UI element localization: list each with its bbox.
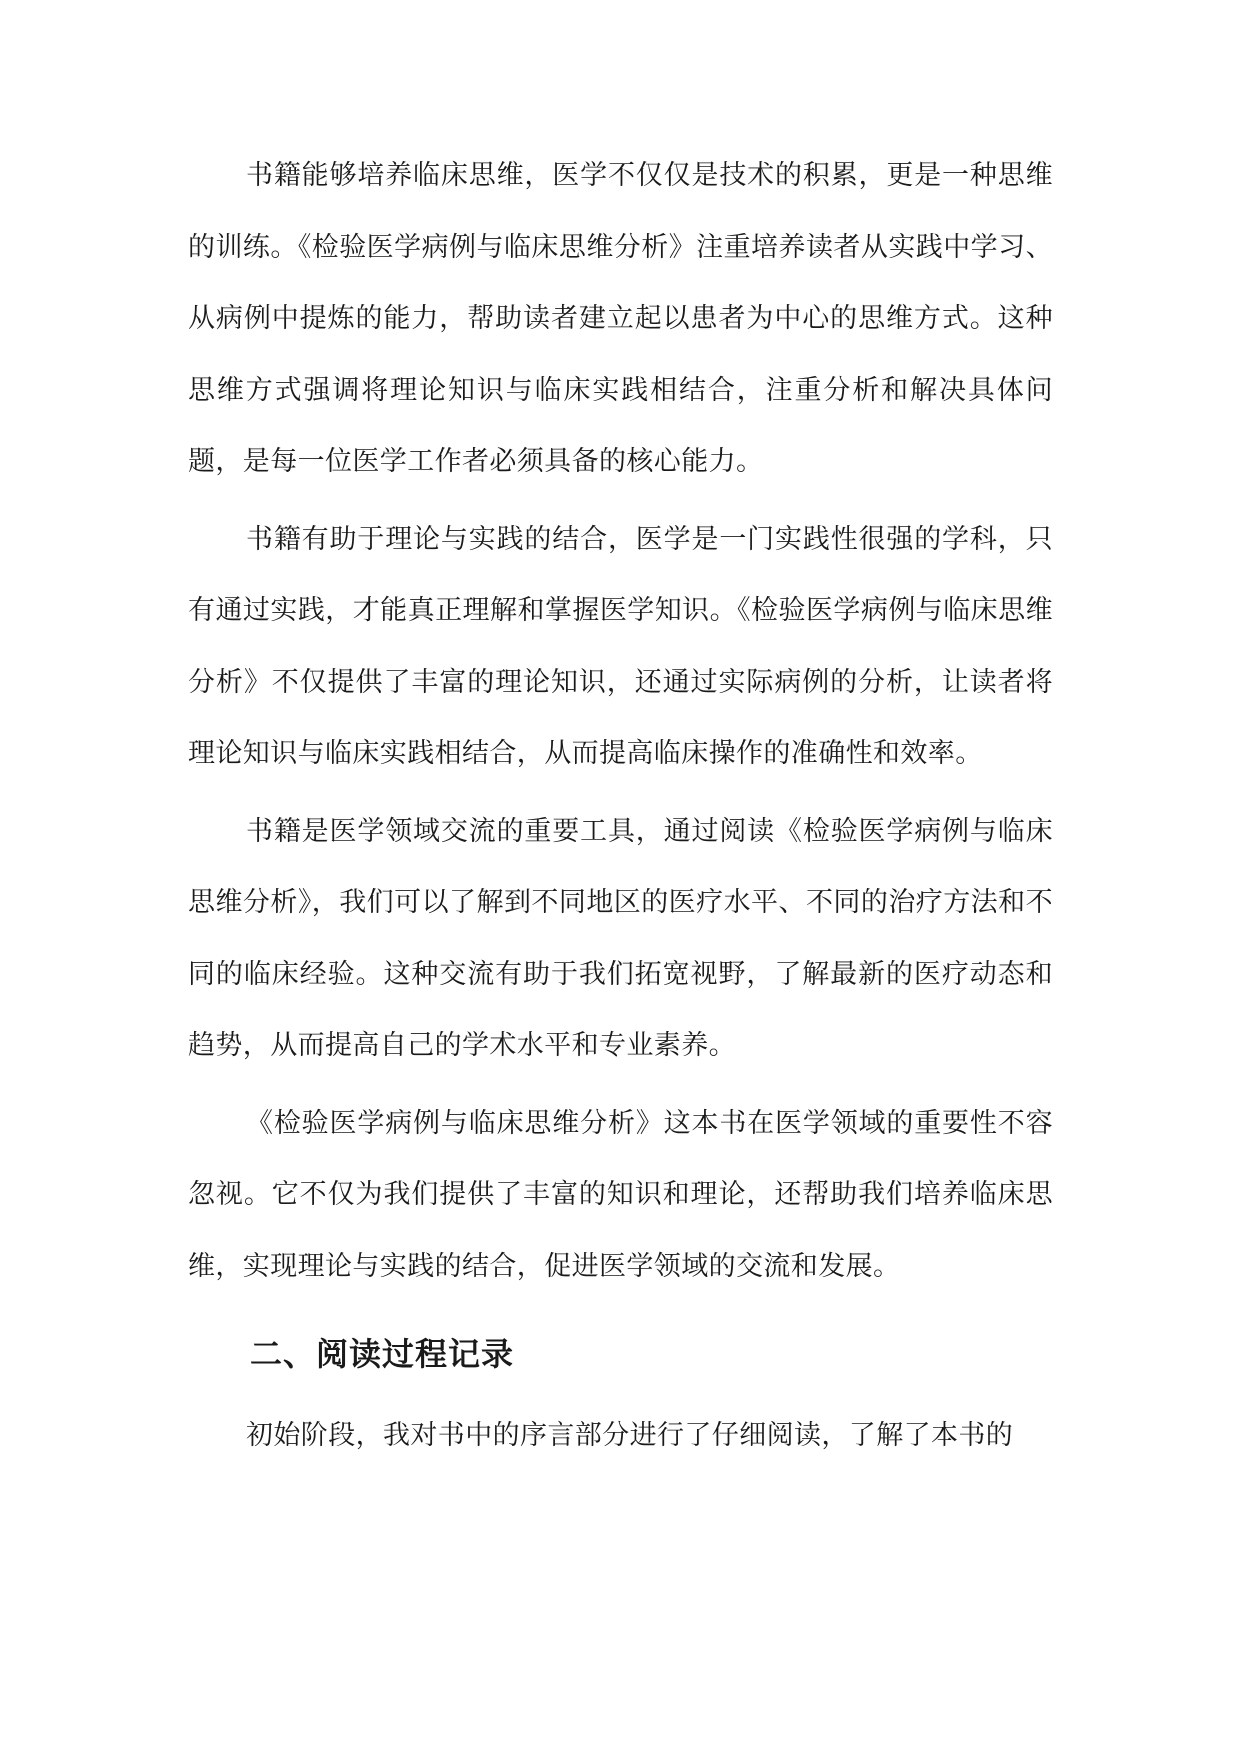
section-heading: 二、阅读过程记录 xyxy=(250,1335,515,1373)
document-body xyxy=(188,140,1053,1478)
paragraph-exchange-tool: 书籍是医学领域交流的重要工具，通过阅读《检验医学病例与临床思维分析》，我们可以了解到不同地区的医疗水平、不同的治疗方法和不同的临床经验。这种交流有助于我们拓宽视野，了解最新的医疗动态和趋势，从而提高自己的学术水平和专业素养。 xyxy=(188,815,1053,1061)
paragraph-initial-stage: 初始阶段，我对书中的序言部分进行了仔细阅读，了解了本书的 xyxy=(246,1420,1014,1451)
paragraph-importance: 《检验医学病例与临床思维分析》这本书在医学领域的重要性不容忽视。它不仅为我们提供了丰富的知识和理论，还帮助我们培养临床思维，实现理论与实践的结合，促进医学领域的交流和发展。 xyxy=(188,1107,1053,1282)
paragraph-clinical-thinking: 书籍能够培养临床思维，医学不仅仅是技术的积累，更是一种思维的训练。《检验医学病例与临床思维分析》注重培养读者从实践中学习、从病例中提炼的能力，帮助读者建立起以患者为中心的思维方式。这种思维方式强调将理论知识与临床实践相结合，注重分析和解决具体问题，是每一位医学工作者必须具备的核心能力。 xyxy=(188,160,1053,477)
paragraph-theory-practice: 书籍有助于理论与实践的结合，医学是一门实践性很强的学科，只有通过实践，才能真正理解和掌握医学知识。《检验医学病例与临床思维分析》不仅提供了丰富的理论知识，还通过实际病例的分析，让读者将理论知识与临床实践相结合，从而提高临床操作的准确性和效率。 xyxy=(188,523,1053,769)
